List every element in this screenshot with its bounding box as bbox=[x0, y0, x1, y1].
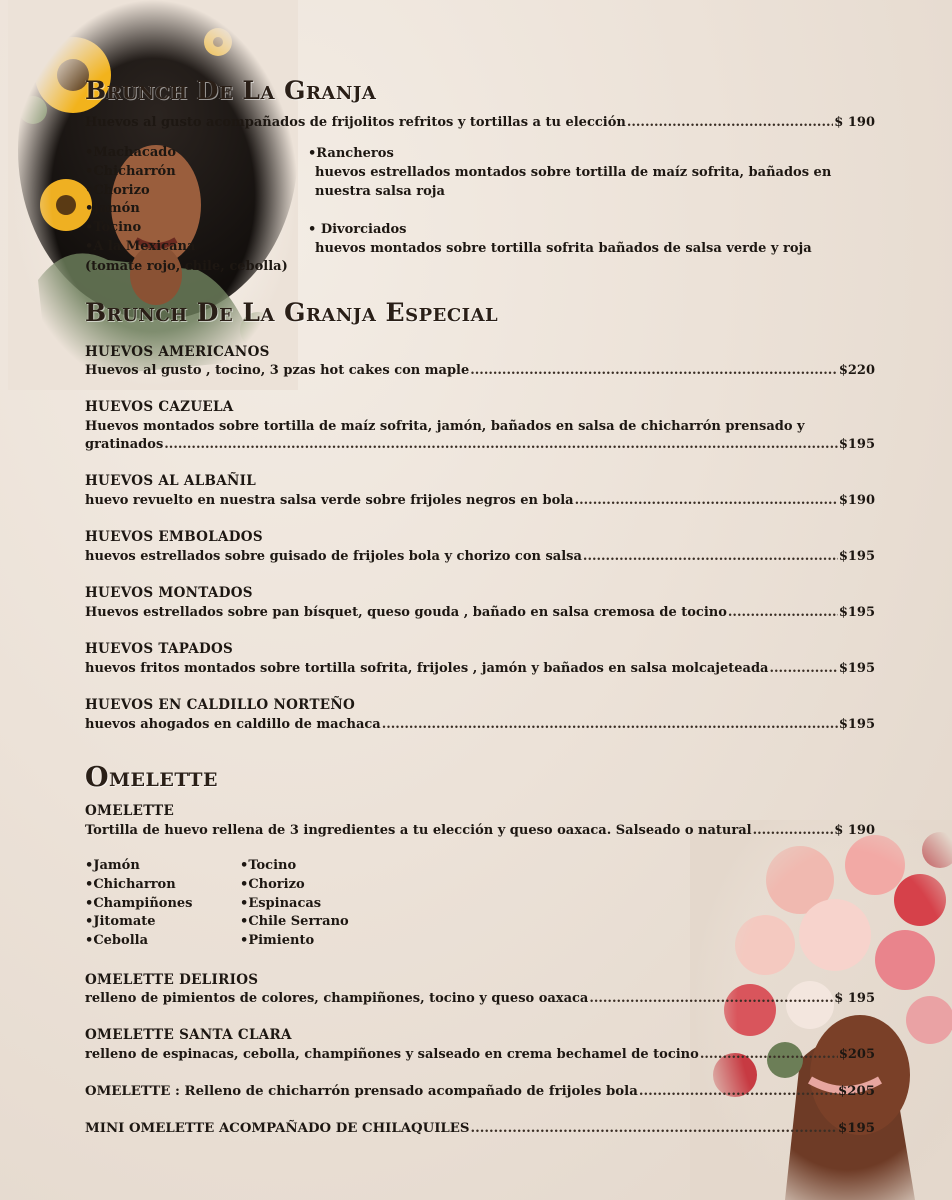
item-desc: huevos estrellados sobre guisado de frijoles bola y chorizo con salsa bbox=[85, 549, 582, 564]
leader-dots bbox=[471, 1120, 837, 1138]
brunch-option-item: • Chorizo bbox=[85, 182, 195, 201]
section-title-brunch: Brunch De La Granja bbox=[85, 76, 377, 105]
item-desc: huevo revuelto en nuestra salsa verde sobre frijoles negros en bola bbox=[85, 493, 574, 508]
leader-dots bbox=[583, 548, 838, 566]
ingredient-item: • Chorizo bbox=[240, 876, 349, 895]
ingredient-item: • Tocino bbox=[240, 857, 349, 876]
item-line-caldillo bbox=[85, 716, 875, 734]
leader-dots bbox=[627, 114, 833, 132]
brunch-option-item: • Chicharrón bbox=[85, 163, 195, 182]
rancheros-name: •Rancheros bbox=[308, 146, 394, 161]
leader-dots bbox=[639, 1083, 837, 1101]
divorciados-name: • Divorciados bbox=[308, 222, 407, 237]
item-price: $195 bbox=[837, 1121, 875, 1136]
item-desc: Huevos al gusto , tocino, 3 pzas hot cakes con maple bbox=[85, 363, 470, 378]
leader-dots bbox=[470, 362, 838, 380]
item-price: $195 bbox=[838, 605, 875, 620]
ingredient-item: • Espinacas bbox=[240, 895, 349, 914]
ingredients-left-list bbox=[85, 857, 192, 951]
ingredient-item: • Pimiento bbox=[240, 932, 349, 951]
item-price: $205 bbox=[837, 1084, 875, 1099]
item-desc: relleno de pimientos de colores, champiñones, tocino y queso oaxaca bbox=[85, 991, 589, 1006]
rancheros-desc-2: nuestra salsa roja bbox=[315, 184, 445, 199]
divorciados-desc: huevos montados sobre tortilla sofrita bañados de salsa verde y roja bbox=[315, 241, 812, 256]
brunch-option-item: • A la Mexicana bbox=[85, 238, 195, 257]
brunch-option-item: • Jamón bbox=[85, 200, 195, 219]
item-line-omelette bbox=[85, 822, 875, 840]
item-title-santa-clara: OMELETTE SANTA CLARA bbox=[85, 1027, 292, 1043]
item-line-chicharron bbox=[85, 1083, 875, 1101]
ingredient-item: • Jamón bbox=[85, 857, 192, 876]
ingredient-item: • Champiñones bbox=[85, 895, 192, 914]
brunch-options-note: (tomate rojo, chile, cebolla) bbox=[85, 259, 288, 274]
item-price: $195 bbox=[838, 717, 875, 732]
leader-dots bbox=[164, 436, 838, 454]
item-title-tapados: HUEVOS TAPADOS bbox=[85, 641, 234, 657]
brunch-options-list bbox=[85, 144, 195, 257]
rose-woman-illustration bbox=[690, 820, 952, 1200]
item-desc-cazuela-pre: Huevos montados sobre tortilla de maíz sofrita, jamón, bañados en salsa de chicharrón prensado y bbox=[85, 419, 805, 434]
ingredient-item: • Chile Serrano bbox=[240, 913, 349, 932]
leader-dots bbox=[769, 660, 837, 678]
item-desc: huevos fritos montados sobre tortilla sofrita, frijoles , jamón y bañados en salsa molcajeteada bbox=[85, 661, 769, 676]
brunch-option-item: • Machacado bbox=[85, 144, 195, 163]
item-desc: Huevos estrellados sobre pan bísquet, queso gouda , bañado en salsa cremosa de tocino bbox=[85, 605, 727, 620]
leader-dots bbox=[728, 604, 838, 622]
leader-dots bbox=[753, 822, 834, 840]
brunch-intro-text: Huevos al gusto acompañados de frijolitos refritos y tortillas a tu elección bbox=[85, 115, 626, 130]
item-price: $220 bbox=[838, 363, 875, 378]
item-price: $190 bbox=[838, 493, 875, 508]
brunch-option-item: • Tocino bbox=[85, 219, 195, 238]
item-title-omelette: OMELETTE bbox=[85, 803, 175, 819]
item-line-delirios bbox=[85, 990, 875, 1008]
item-desc: OMELETTE : Relleno de chicharrón prensado acompañado de frijoles bola bbox=[85, 1084, 638, 1099]
item-line-mini bbox=[85, 1120, 875, 1138]
item-line-albanil bbox=[85, 492, 875, 510]
brunch-intro-price: $ 190 bbox=[834, 115, 875, 130]
item-price: $205 bbox=[838, 1047, 875, 1062]
brunch-intro-line bbox=[85, 114, 875, 132]
leader-dots bbox=[589, 990, 833, 1008]
item-line-montados bbox=[85, 604, 875, 622]
rancheros-desc-1: huevos estrellados montados sobre tortilla de maíz sofrita, bañados en bbox=[315, 165, 832, 180]
ingredient-item: • Jitomate bbox=[85, 913, 192, 932]
item-title-caldillo: HUEVOS EN CALDILLO NORTEÑO bbox=[85, 697, 356, 713]
ingredient-item: • Cebolla bbox=[85, 932, 192, 951]
item-title-embolados: HUEVOS EMBOLADOS bbox=[85, 529, 263, 545]
item-title-albanil: HUEVOS AL ALBAÑIL bbox=[85, 473, 257, 489]
item-price: $ 190 bbox=[834, 823, 875, 838]
leader-dots bbox=[382, 716, 838, 734]
ingredients-right-list bbox=[240, 857, 349, 951]
item-title-cazuela: HUEVOS CAZUELA bbox=[85, 399, 234, 415]
item-desc: gratinados bbox=[85, 437, 164, 452]
item-line-americanos bbox=[85, 362, 875, 380]
item-title-montados: HUEVOS MONTADOS bbox=[85, 585, 253, 601]
section-title-especial: Brunch De La Granja Especial bbox=[85, 298, 499, 327]
item-price: $195 bbox=[838, 661, 875, 676]
item-desc: relleno de espinacas, cebolla, champiñones y salseado en crema bechamel de tocino bbox=[85, 1047, 699, 1062]
item-price: $195 bbox=[838, 549, 875, 564]
item-price: $ 195 bbox=[834, 991, 875, 1006]
ingredient-item: • Chicharron bbox=[85, 876, 192, 895]
item-price: $195 bbox=[838, 437, 875, 452]
section-title-omelette: Omelette bbox=[85, 762, 218, 793]
item-line-embolados bbox=[85, 548, 875, 566]
item-line-santa-clara bbox=[85, 1046, 875, 1064]
item-desc: huevos ahogados en caldillo de machaca bbox=[85, 717, 381, 732]
item-line-cazuela bbox=[85, 436, 875, 454]
item-title-americanos: HUEVOS AMERICANOS bbox=[85, 344, 270, 360]
item-title-delirios: OMELETTE DELIRIOS bbox=[85, 972, 259, 988]
item-desc: MINI OMELETTE ACOMPAÑADO DE CHILAQUILES bbox=[85, 1121, 470, 1136]
leader-dots bbox=[700, 1046, 838, 1064]
leader-dots bbox=[575, 492, 838, 510]
item-line-tapados bbox=[85, 660, 875, 678]
item-desc: Tortilla de huevo rellena de 3 ingredientes a tu elección y queso oaxaca. Salseado o natural bbox=[85, 823, 752, 838]
